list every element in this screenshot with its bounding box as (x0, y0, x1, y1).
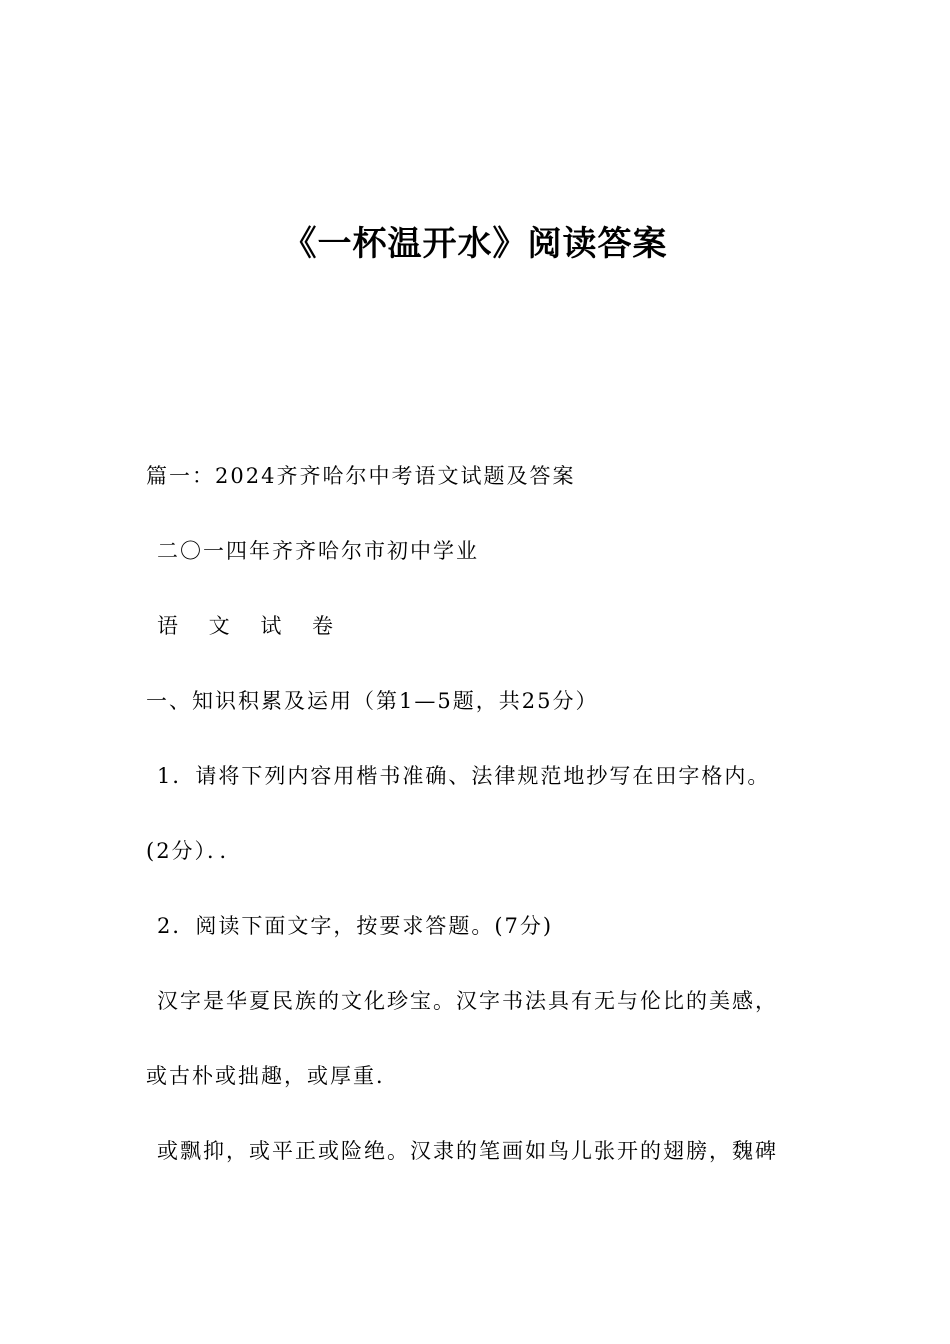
paragraph-line: 或古朴或拙趣，或厚重． (146, 1064, 399, 1088)
question-1: 1．请将下列内容用楷书准确、法律规范地抄写在田字格内。 (157, 764, 771, 788)
question-1-points: (2分）．． (146, 839, 243, 863)
part-heading: 一、知识积累及运用（第1—5题，共25分） (146, 689, 599, 713)
section-heading: 篇一：2024齐齐哈尔中考语文试题及答案 (146, 464, 576, 488)
exam-name: 语 文 试 卷 (157, 614, 346, 638)
paragraph-line: 或飘抑，或平正或险绝。汉隶的笔画如鸟儿张开的翅膀，魏碑 (157, 1139, 778, 1163)
question-2: 2．阅读下面文字，按要求答题。(7分) (157, 914, 554, 938)
exam-subtitle: 二〇一四年齐齐哈尔市初中学业 (157, 539, 479, 563)
document-title: 《一杯温开水》阅读答案 (282, 224, 668, 264)
paragraph-line: 汉字是华夏民族的文化珍宝。汉字书法具有无与伦比的美感， (157, 989, 778, 1013)
